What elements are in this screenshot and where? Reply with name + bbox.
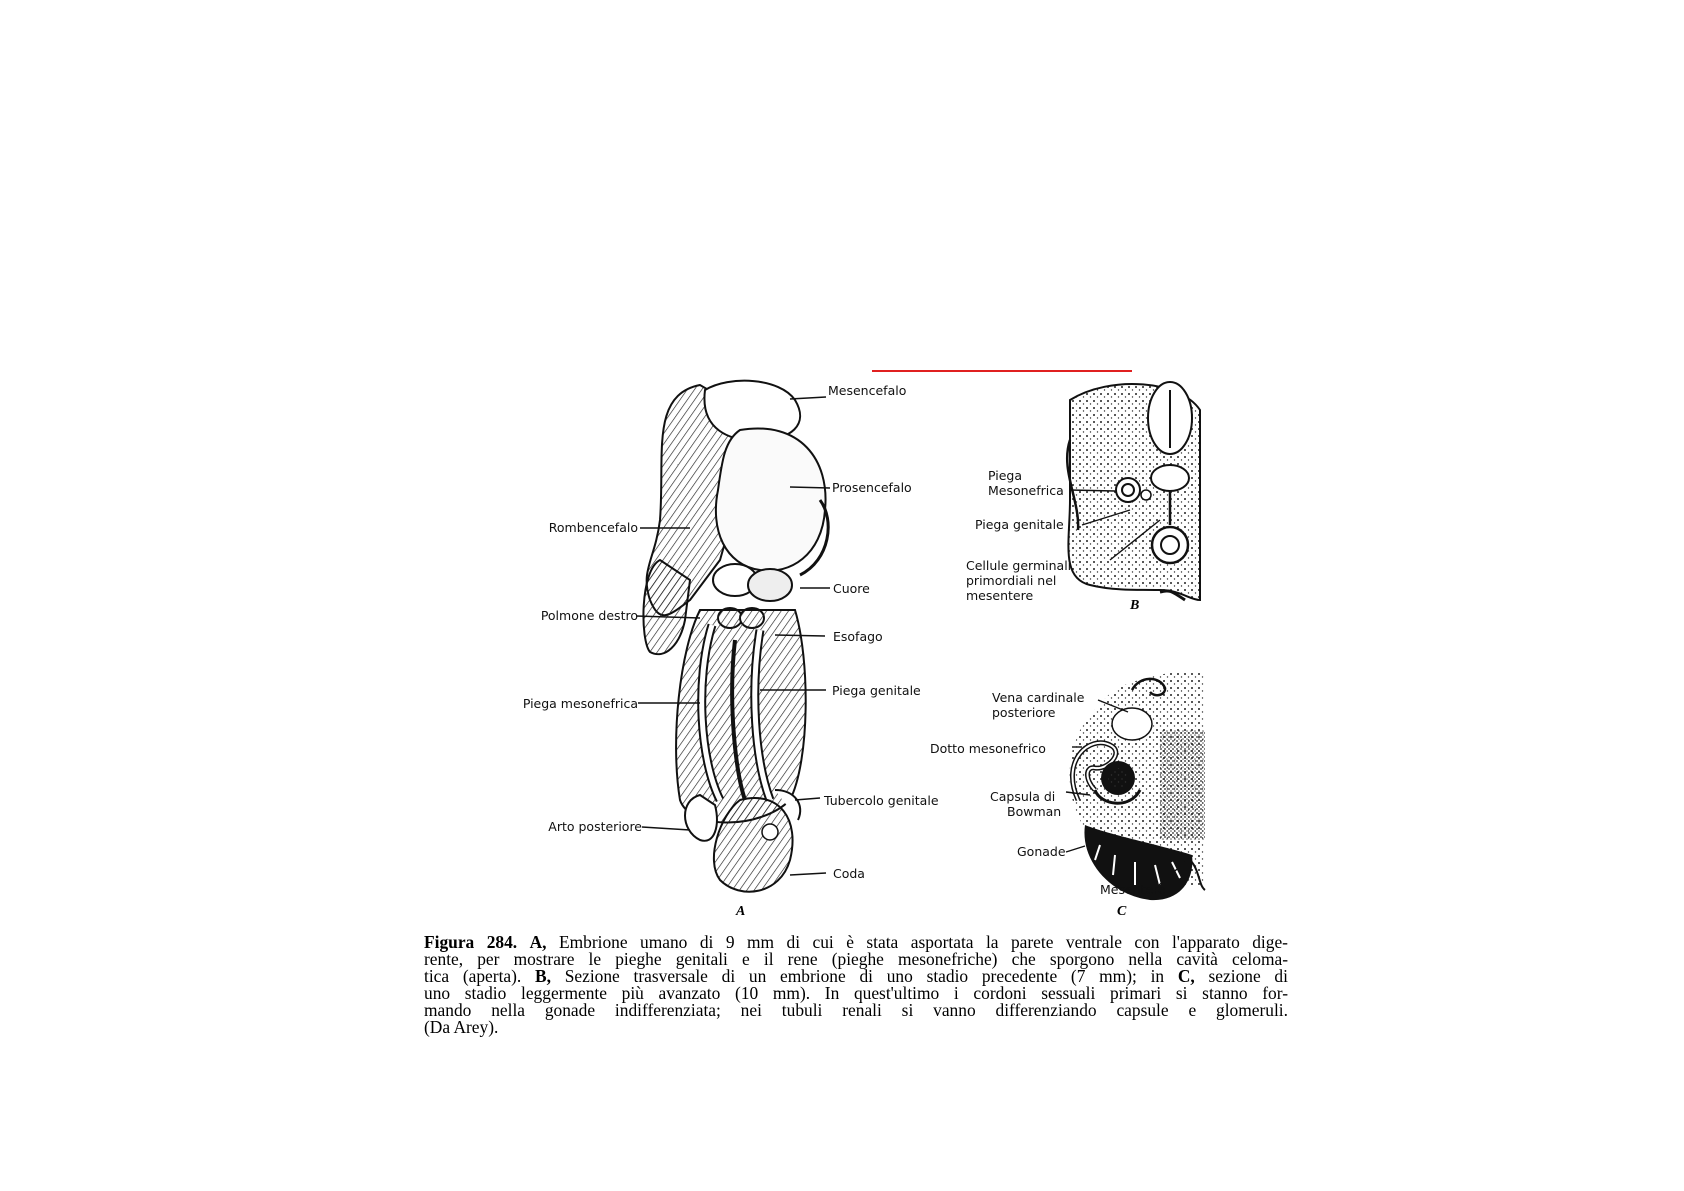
label-cellule-line3: mesentere (966, 588, 1034, 603)
caption-line-2: rente, per mostrare le pieghe genitali e il rene (pieghe mesonefriche) che sporgono nella cavità celoma- (424, 949, 1288, 969)
panel-letter-b: B (1130, 598, 1140, 613)
label-dotto-mesonefrico: Dotto mesonefrico (930, 741, 1046, 756)
label-gonade: Gonade (1017, 844, 1066, 859)
label-cellule-line1: Cellule germinali (966, 558, 1072, 573)
section-b-drawing (1067, 382, 1200, 600)
label-piega-b-line2: Mesonefrica (988, 483, 1064, 498)
label-coda: Coda (833, 866, 865, 881)
panel-letter-c: C (1117, 904, 1127, 919)
embryo-drawing (636, 381, 830, 892)
label-capsula-line1: Capsula di (990, 789, 1056, 804)
label-arto-posteriore: Arto posteriore (548, 819, 642, 834)
caption-figure-number: Figura 284. (424, 932, 518, 952)
label-piega-mesonefrica-a: Piega mesonefrica (522, 696, 638, 711)
caption-a-label: A, (529, 932, 547, 952)
section-c-drawing (1066, 671, 1205, 900)
label-polmone-destro: Polmone destro (540, 608, 638, 623)
label-capsula-line2: Bowman (1007, 804, 1062, 819)
label-cuore: Cuore (833, 581, 870, 596)
label-piega-genitale-b: Piega genitale (975, 517, 1064, 532)
caption-line-6: (Da Arey). (424, 1017, 499, 1037)
caption-b-label: B, (535, 966, 551, 986)
label-vena-line1: Vena cardinale (992, 690, 1085, 705)
caption-line-3-text: Sezione trasversale di un embrione di uno stadio precedente (7 mm); in (564, 966, 1165, 986)
label-cellule-line2: primordiali nel (966, 573, 1057, 588)
label-tubercolo-genitale: Tubercolo genitale (824, 793, 939, 808)
caption-line-3-pre: tica (aperta). (424, 966, 522, 986)
label-mesentere: Mesentere (1100, 882, 1166, 897)
label-mesencefalo: Mesencefalo (828, 383, 907, 398)
label-vena-line2: posteriore (992, 705, 1056, 720)
figure-caption (424, 934, 1288, 1036)
label-piega-genitale-a: Piega genitale (832, 683, 921, 698)
panel-letter-a: A (736, 904, 746, 919)
label-esofago: Esofago (833, 629, 883, 644)
label-prosencefalo: Prosencefalo (832, 480, 912, 495)
label-piega-b-line1: Piega (988, 468, 1023, 483)
caption-line-1-text: Embrione umano di 9 mm di cui è stata asportata la parete ventrale con l'apparato dige- (559, 932, 1288, 952)
caption-line-4: uno stadio leggermente più avanzato (10 mm). In quest'ultimo i cordoni sessuali primari si stanno for- (424, 983, 1288, 1003)
label-rombencefalo: Rombencefalo (548, 520, 638, 535)
caption-line-3-end: sezione di (1208, 966, 1288, 986)
caption-line-5: mando nella gonade indifferenziata; nei tubuli renali si vanno differenziando capsule e glomeruli. (424, 1000, 1288, 1020)
caption-c-label: C, (1177, 966, 1195, 986)
